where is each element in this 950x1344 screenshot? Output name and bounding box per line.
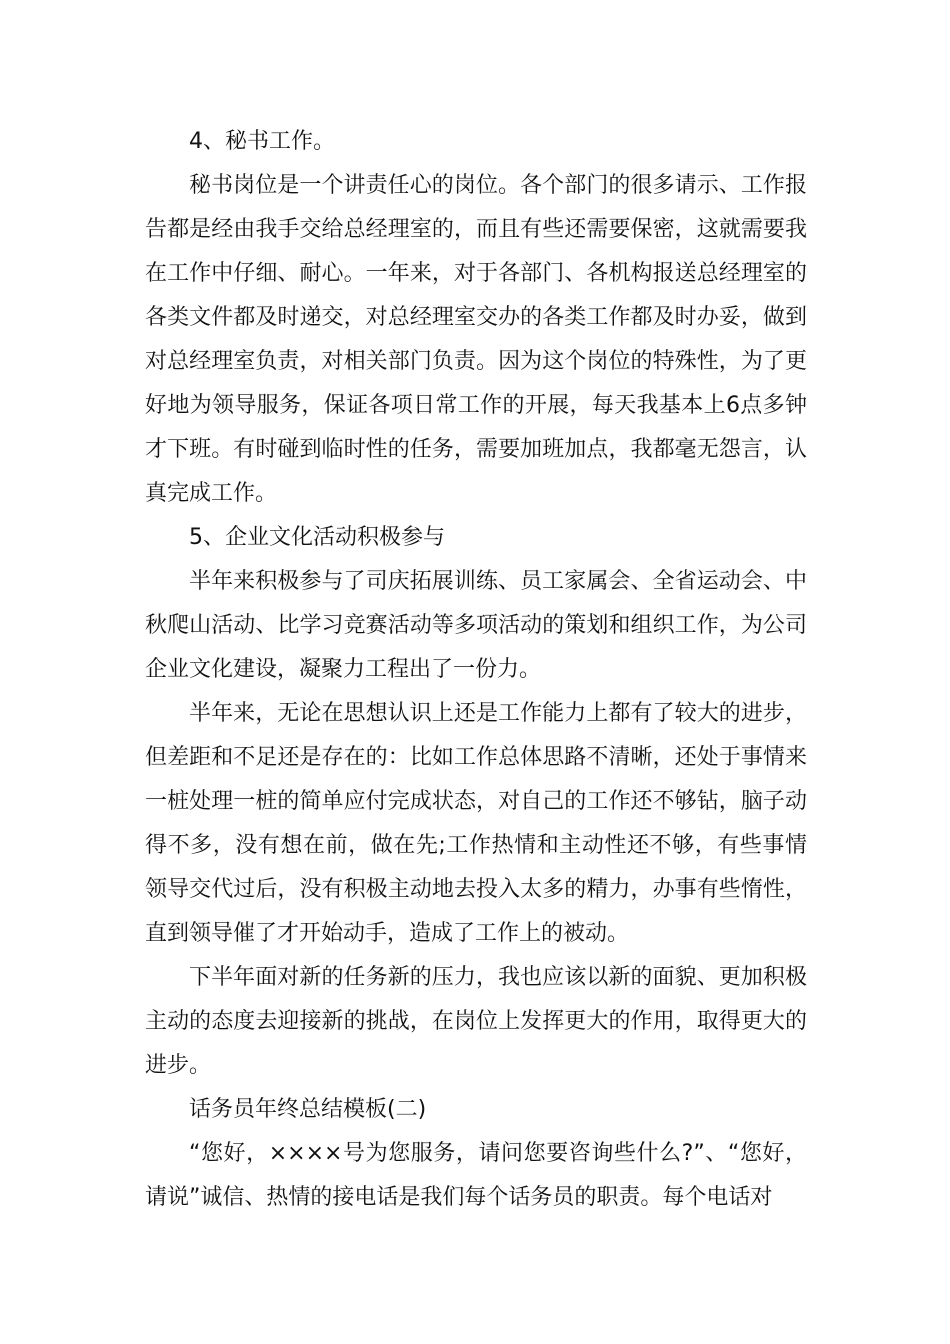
paragraph-shortcomings: 半年来，无论在思想认识上还是工作能力上都有了较大的进步，但差距和不足还是存在的：比如工作总体思路不清晰，还处于事情来一桩处理一桩的简单应付完成状态，对自己的工作还不够钻，脑子动得不多，没有想在前，做在先;工作热情和主动性还不够，有些事情领导交代过后，没有积极主动地去投入太多的精力，办事有些惰性，直到领导催了才开始动手，造成了工作上的被动。 <box>145 701 807 946</box>
section-heading-secretary: 4、秘书工作。 <box>189 129 335 154</box>
paragraph-culture-activities: 半年来积极参与了司庆拓展训练、员工家属会、全省运动会、中秋爬山活动、比学习竞赛活动等多项活动的策划和组织工作，为公司企业文化建设，凝聚力工程出了一份力。 <box>145 569 807 682</box>
document-body <box>145 120 807 1220</box>
paragraph-next-half-year: 下半年面对新的任务新的压力，我也应该以新的面貌、更加积极主动的态度去迎接新的挑战，在岗位上发挥更大的作用，取得更大的进步。 <box>145 965 807 1078</box>
paragraph-secretary-work: 秘书岗位是一个讲责任心的岗位。各个部门的很多请示、工作报告都是经由我手交给总经理室的，而且有些还需要保密，这就需要我在工作中仔细、耐心。一年来，对于各部门、各机构报送总经理室的各类文件都及时递交，对总经理室交办的各类工作都及时办妥，做到对总经理室负责，对相关部门负责。因为这个岗位的特殊性，为了更好地为领导服务，保证各项日常工作的开展，每天我基本上6点多钟才下班。有时碰到临时性的任务，需要加班加点，我都毫无怨言，认真完成工作。 <box>145 173 807 506</box>
paragraph-operator-greeting: “您好，××××号为您服务，请问您要咨询些什么?”、“您好，请说”诚信、热情的接电话是我们每个话务员的职责。每个电话对 <box>145 1141 807 1210</box>
section-heading-culture: 5、企业文化活动积极参与 <box>189 525 445 550</box>
section-heading-template-two: 话务员年终总结模板(二) <box>189 1097 427 1122</box>
